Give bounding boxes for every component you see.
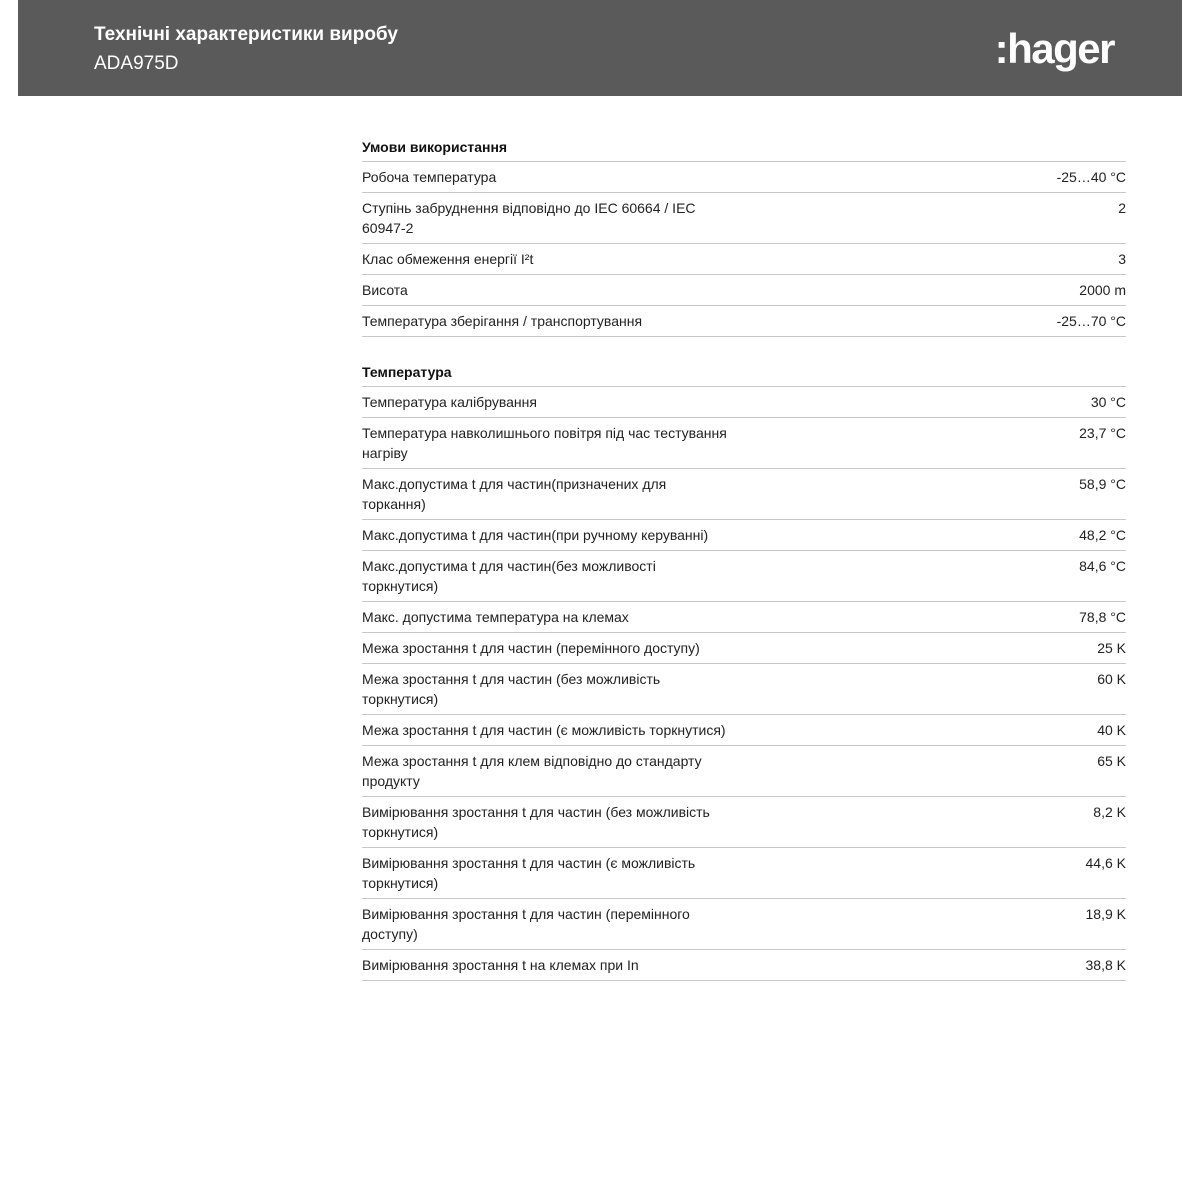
hager-logo: :hager xyxy=(994,25,1114,72)
spec-row xyxy=(362,469,1126,520)
spec-value: -25…40 °C xyxy=(1056,169,1126,185)
spec-value: 65 K xyxy=(1097,753,1126,769)
spec-label: Межа зростання t для клем відповідно до стандарту продукту xyxy=(362,753,702,789)
document-title: Технічні характеристики виробу xyxy=(94,24,398,45)
spec-row xyxy=(362,551,1126,602)
spec-value: 23,7 °C xyxy=(1079,425,1126,441)
spec-row xyxy=(362,899,1126,950)
spec-row xyxy=(362,848,1126,899)
spec-row xyxy=(362,602,1126,633)
spec-value: 2 xyxy=(1118,200,1126,216)
spec-row xyxy=(362,306,1126,337)
spec-row xyxy=(362,275,1126,306)
spec-label: Ступінь забруднення відповідно до IEC 60664 / IEC 60947-2 xyxy=(362,200,696,236)
spec-label: Макс. допустима температура на клемах xyxy=(362,609,629,625)
spec-value: 78,8 °C xyxy=(1079,609,1126,625)
section-title: Умови використання xyxy=(362,138,1126,162)
spec-value: 58,9 °C xyxy=(1079,476,1126,492)
product-code: ADA975D xyxy=(94,53,179,74)
spec-label: Макс.допустима t для частин(при ручному керуванні) xyxy=(362,527,709,543)
spec-row xyxy=(362,746,1126,797)
spec-section xyxy=(362,363,1126,981)
spec-value: 2000 m xyxy=(1079,282,1126,298)
spec-label: Висота xyxy=(362,282,408,298)
spec-row xyxy=(362,664,1126,715)
spec-row xyxy=(362,520,1126,551)
spec-value: 18,9 K xyxy=(1085,906,1126,922)
spec-value: 84,6 °C xyxy=(1079,558,1126,574)
spec-value: 30 °C xyxy=(1090,394,1126,410)
spec-row xyxy=(362,418,1126,469)
spec-label: Вимірювання зростання t для частин (без можливість торкнутися) xyxy=(362,804,710,840)
spec-label: Макс.допустима t для частин(без можливості торкнутися) xyxy=(362,558,656,594)
spec-value: 8,2 K xyxy=(1093,804,1126,820)
spec-row xyxy=(362,193,1126,244)
spec-value: 3 xyxy=(1118,251,1126,267)
spec-row xyxy=(362,797,1126,848)
spec-label: Температура калібрування xyxy=(362,394,537,410)
spec-label: Межа зростання t для частин (перемінного доступу) xyxy=(362,640,700,656)
spec-row xyxy=(362,162,1126,193)
spec-content xyxy=(362,138,1126,1007)
spec-label: Вимірювання зростання t для частин (перемінного доступу) xyxy=(362,906,690,942)
spec-value: 40 K xyxy=(1097,722,1126,738)
spec-label: Макс.допустима t для частин(призначених для торкання) xyxy=(362,476,667,512)
spec-value: 44,6 K xyxy=(1085,855,1126,871)
spec-row xyxy=(362,244,1126,275)
spec-label: Температура навколишнього повітря під час тестування нагріву xyxy=(362,425,727,461)
spec-value: -25…70 °C xyxy=(1056,313,1126,329)
spec-value: 60 K xyxy=(1097,671,1126,687)
section-title: Температура xyxy=(362,363,1126,387)
spec-label: Робоча температура xyxy=(362,169,497,185)
page-header xyxy=(18,0,1182,96)
spec-label: Вимірювання зростання t на клемах при In xyxy=(362,957,639,973)
spec-label: Межа зростання t для частин (без можливість торкнутися) xyxy=(362,671,661,707)
spec-value: 48,2 °C xyxy=(1079,527,1126,543)
spec-value: 25 K xyxy=(1097,640,1126,656)
spec-label: Температура зберігання / транспортування xyxy=(362,313,643,329)
spec-label: Клас обмеження енергії I²t xyxy=(362,251,534,267)
spec-row xyxy=(362,950,1126,981)
spec-label: Межа зростання t для частин (є можливість торкнутися) xyxy=(362,722,726,738)
spec-label: Вимірювання зростання t для частин (є можливість торкнутися) xyxy=(362,855,696,891)
spec-value: 38,8 K xyxy=(1085,957,1126,973)
spec-row xyxy=(362,387,1126,418)
spec-section xyxy=(362,138,1126,337)
spec-row xyxy=(362,715,1126,746)
spec-row xyxy=(362,633,1126,664)
